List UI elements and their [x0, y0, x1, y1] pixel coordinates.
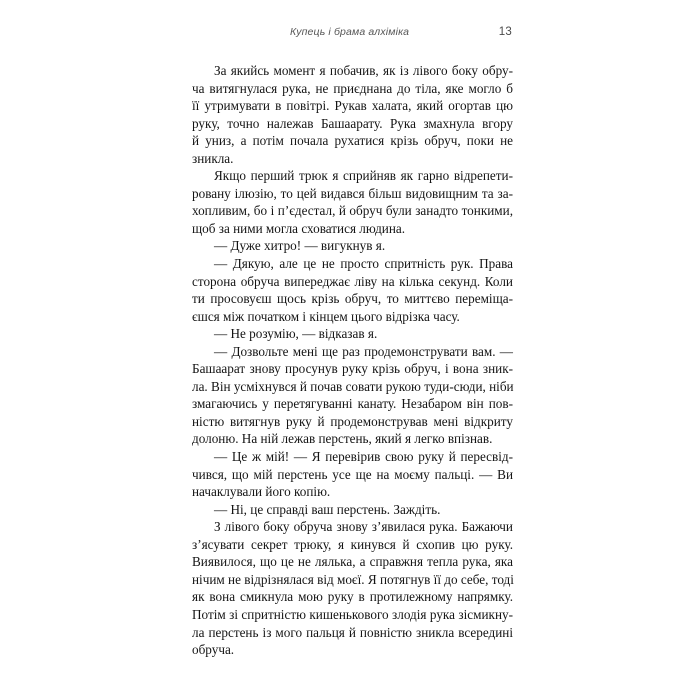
- page-number: 13: [498, 26, 512, 38]
- text-line: обруча.: [192, 642, 235, 658]
- text-line: зникла.: [192, 150, 234, 166]
- text-line: — Це ж мій! — Я перевірив свою руку й пересвід-: [214, 449, 513, 465]
- text-line: — Дуже хитро! — вигукнув я.: [214, 238, 386, 254]
- text-line: — Дякую, але це не просто спритність рук. Права: [214, 256, 513, 272]
- text-line: За якийсь момент я побачив, як із лівого боку обру-: [214, 63, 513, 78]
- paragraph: [192, 237, 513, 255]
- text-line: ла. Він усміхнувся й почав совати рукою туди-сюди, ніби: [192, 378, 514, 394]
- text-line: начаклували його копію.: [192, 484, 331, 500]
- text-line: чився, що мій перстень усе ще на моєму пальці. — Ви: [192, 466, 513, 482]
- running-head: [192, 26, 512, 42]
- text-line: ровану ілюзію, то цей видався більш видовищним та за-: [192, 185, 513, 201]
- running-head-title: Купець і брама алхіміка: [290, 26, 410, 38]
- text-line: й униз, а потім почала рухатися крізь обруч, поки не: [192, 133, 513, 149]
- text-line: хопливим, бо і п’єдестал, й обруч були занадто тонкими,: [192, 203, 513, 219]
- paragraph: [192, 518, 513, 658]
- text-line: — Не розумію, — відказав я.: [214, 326, 378, 342]
- text-line: змагаючись у перетягуванні канату. Незабаром він пов-: [192, 396, 513, 412]
- text-line: долоню. На ній лежав перстень, який я легко впізнав.: [192, 431, 493, 447]
- text-line: ністю витягнув руку й продемонстрував мені відкриту: [192, 413, 513, 429]
- paragraph: [192, 62, 513, 167]
- text-line: нічим не відрізнялася від моєї. Я потягнув її до себе, тоді: [192, 571, 514, 587]
- text-line: з’ясувати секрет трюку, я кинувся й схопив цю руку.: [192, 536, 513, 552]
- text-line: руку, точно належав Башаарату. Рука змахнула вгору: [192, 115, 513, 131]
- body-text-block: [192, 62, 513, 659]
- text-line: як вона смикнула мою руку в протилежному напрямку.: [192, 589, 513, 605]
- paragraph: [192, 325, 513, 343]
- text-line: ча витягнулася рука, не приєднана до тіла, яке могло б: [192, 80, 513, 96]
- text-line: — Ні, це справді ваш перстень. Заждіть.: [214, 501, 441, 517]
- text-line: сторона обруча випереджає ліву на кілька секунд. Коли: [192, 273, 513, 289]
- text-line: Башаарат знову просунув руку крізь обруч, і вона зник-: [192, 361, 513, 377]
- paragraph: [192, 343, 513, 448]
- text-line: єшся між початком і кінцем цього відрізка часу.: [192, 308, 460, 324]
- text-line: З лівого боку обруча знову з’явилася рука. Бажаючи: [214, 519, 513, 535]
- text-line: щоб за ними могла сховатися людина.: [192, 220, 406, 236]
- text-line: її утримувати в повітрі. Рукав халата, який огортав цю: [192, 98, 513, 114]
- paragraph: [192, 255, 513, 325]
- paragraph: [192, 448, 513, 501]
- text-line: Виявилося, що це не лялька, а справжня тепла рука, яка: [192, 554, 513, 570]
- text-line: Потім зі спритністю кишенькового злодія рука зісмикну-: [192, 606, 513, 622]
- paragraph: [192, 501, 513, 519]
- text-line: ти просовуєш щось крізь обруч, то миттєво переміща-: [192, 291, 513, 307]
- paragraph: [192, 167, 513, 237]
- text-line: Якщо перший трюк я сприйняв як гарно відрепети-: [214, 168, 513, 184]
- text-line: — Дозвольте мені ще раз продемонструвати вам. —: [214, 343, 513, 359]
- text-line: ла перстень із мого пальця й повністю зникла всередині: [192, 624, 513, 640]
